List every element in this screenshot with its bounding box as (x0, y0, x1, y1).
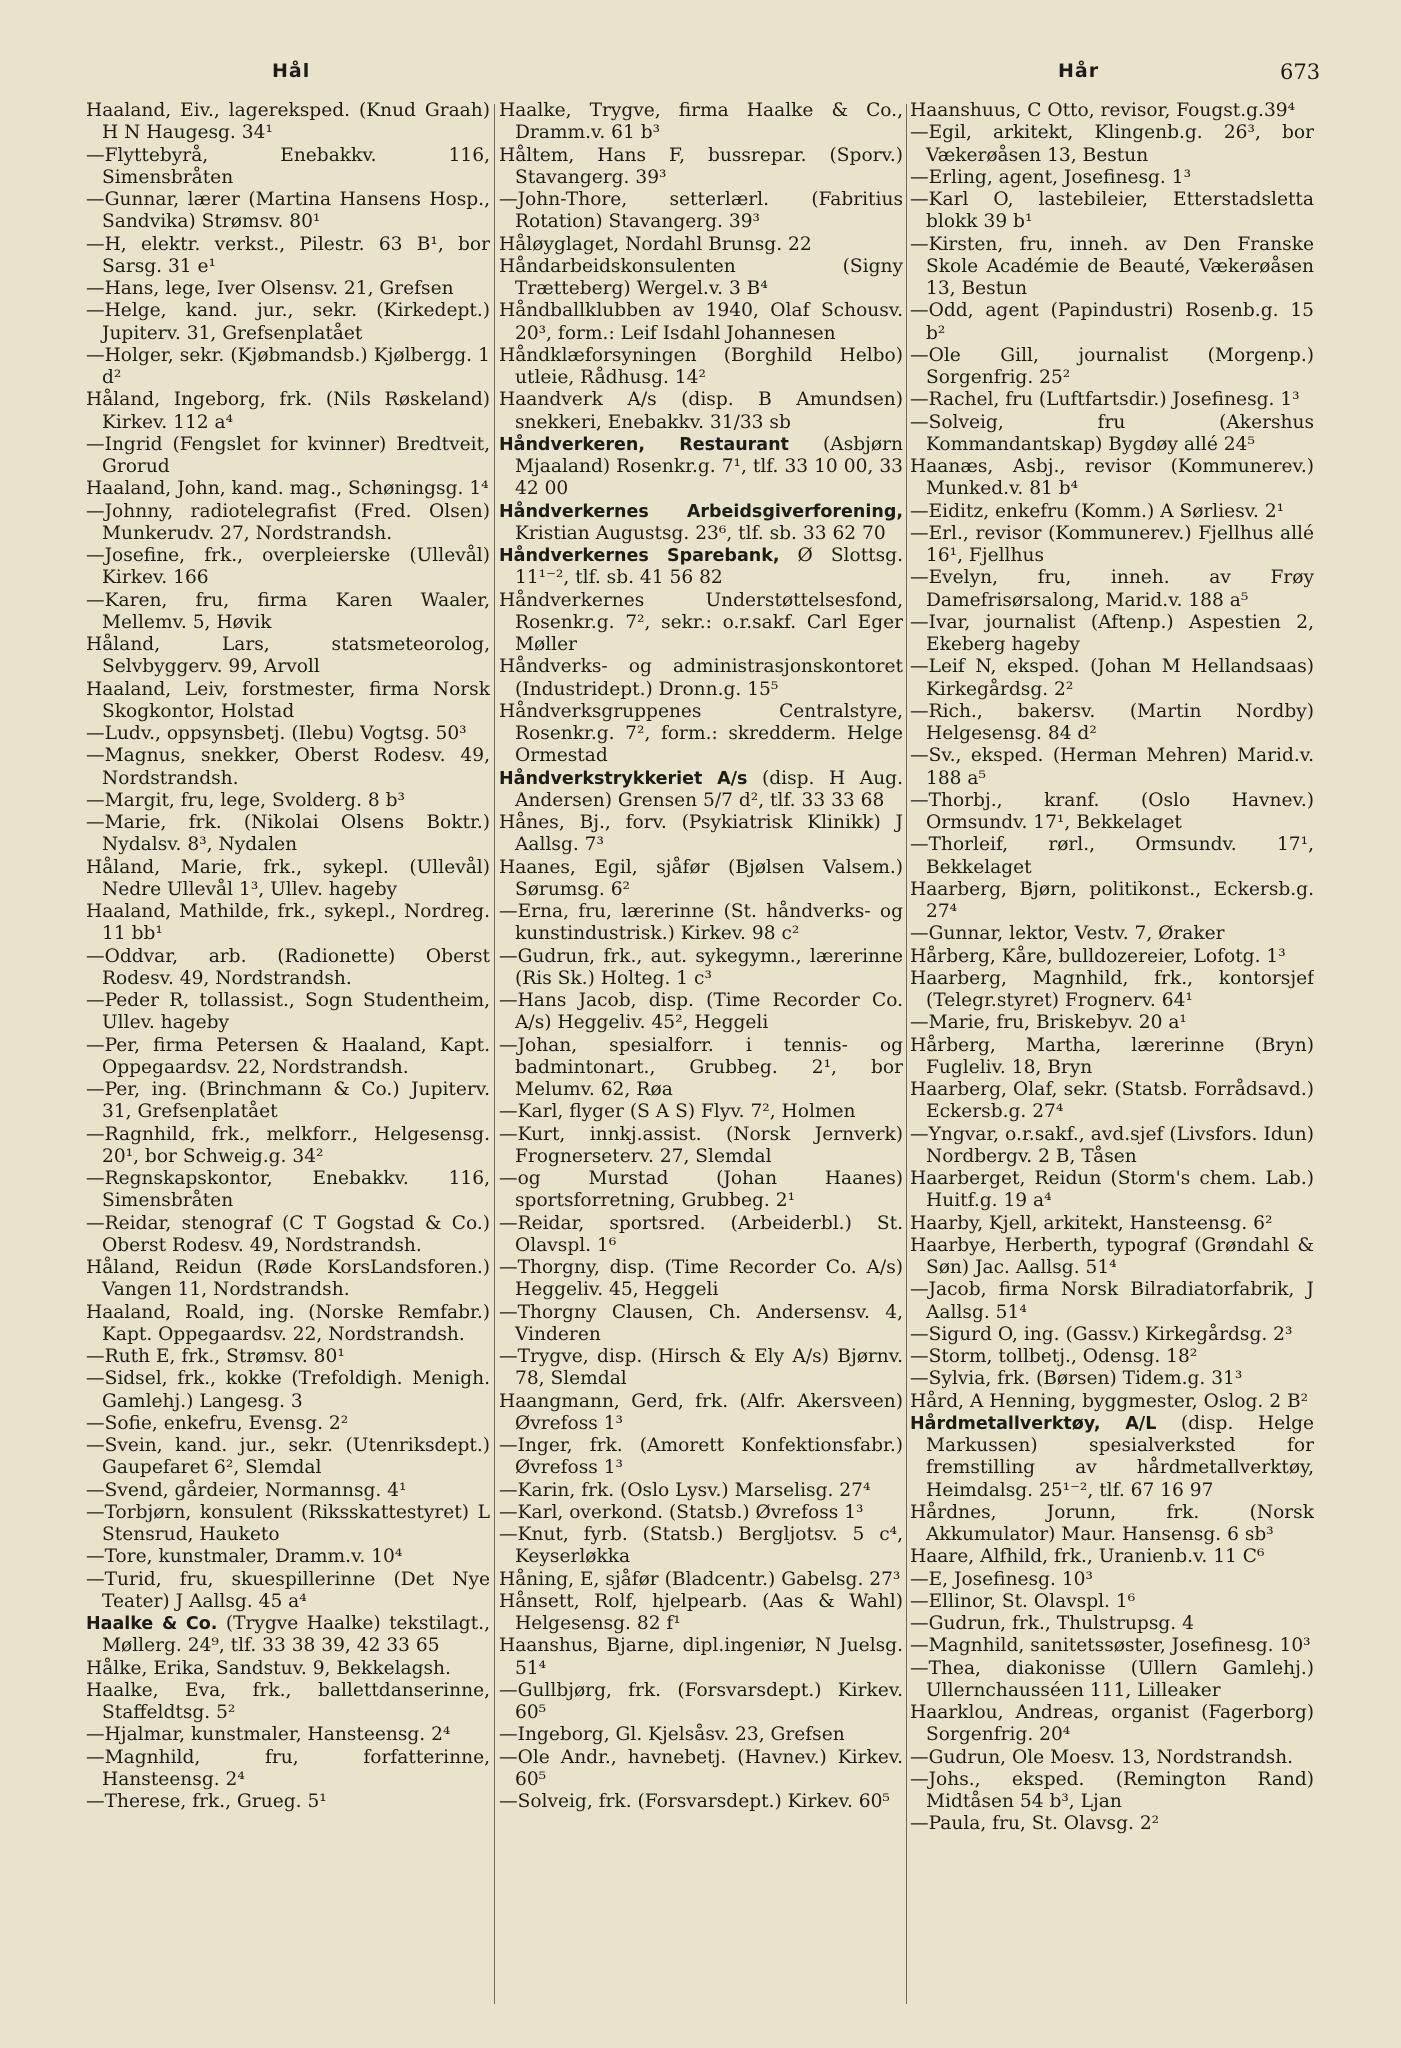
column-3 (910, 100, 1314, 2040)
header-right-keyword: Hår (1058, 60, 1100, 82)
entry-text: (Trygve Haalke) tekstilagt., Møllerg. 24⁹, tlf. 33 38 39, 42 33 65 (102, 1613, 490, 1657)
entry-bold-name: Håndverkernes Arbeidsgiverforening, (499, 501, 903, 522)
directory-entry (86, 1658, 490, 1680)
directory-entry (86, 478, 490, 500)
directory-entry (910, 1124, 1314, 1169)
entry-text: Haaland, John, kand. mag., Schøningsg. 1⁴ (86, 478, 489, 500)
entry-text: —Odd, agent (Papindustri) Rosenb.g. 15 b² (910, 300, 1314, 344)
entry-text: —Ludv., oppsynsbetj. (Ilebu) Vogtsg. 50³ (86, 723, 467, 744)
entry-text: —Johs., eksped. (Remington Rand) Midtåsen 54 b³, Ljan (910, 1768, 1314, 1812)
directory-entry (499, 545, 903, 590)
entry-text: Hånes, Bj., forv. (Psykiatrisk Klinikk) J Aallsg. 7³ (499, 812, 903, 856)
directory-entry (910, 745, 1314, 790)
page-number: 673 (1280, 60, 1321, 84)
entry-text: Haarberg, Bjørn, politikonst., Eckersb.g. 27⁴ (910, 878, 1314, 922)
directory-entry (910, 1658, 1314, 1703)
entry-text: Haarberg, Magnhild, frk., kontorsjef (Telegr.styret) Frognerv. 64¹ (910, 967, 1314, 1011)
directory-entry (910, 1213, 1314, 1235)
entry-text: —Gullbjørg, frk. (Forsvarsdept.) Kirkev. 60⁵ (499, 1679, 903, 1723)
directory-entry (86, 1168, 490, 1213)
entry-text: Håndverkernes Understøttelsesfond, Rosenkr.g. 7², sekr.: o.r.sakf. Carl Eger Møller (499, 589, 903, 655)
entry-text: Hålke, Erika, Sandstuv. 9, Bekkelagsh. (86, 1657, 451, 1679)
directory-entry (499, 812, 903, 857)
entry-text: —Kurt, innkj.assist. (Norsk Jernverk) Frognerseterv. 27, Slemdal (499, 1123, 903, 1167)
directory-entry (86, 1124, 490, 1169)
directory-entry (86, 345, 490, 390)
entry-text: —Ruth E, frk., Strømsv. 80¹ (86, 1346, 345, 1367)
entry-text: (Asbjørn Mjaaland) Rosenkr.g. 7¹, tlf. 33 10 00, 33 42 00 (515, 433, 903, 500)
entry-text: —Solveig, frk. (Forsvarsdept.) Kirkev. 60⁵ (499, 1791, 890, 1812)
directory-entry (86, 1257, 490, 1302)
directory-entry (499, 1480, 903, 1502)
entry-text: —Trygve, disp. (Hirsch & Ely A/s) Bjørnv. 78, Slemdal (499, 1346, 903, 1390)
entry-text: —Svend, gårdeier, Normannsg. 4¹ (86, 1479, 407, 1501)
entry-text: Ø Slottsg. 11¹⁻², tlf. sb. 41 56 82 (515, 545, 903, 589)
entry-text: Haangmann, Gerd, frk. (Alfr. Akersveen) Øvrefoss 1³ (499, 1390, 903, 1434)
entry-text: —Gunnar, lærer (Martina Hansens Hosp., Sandvika) Strømsv. 80¹ (86, 189, 490, 233)
directory-entry (86, 857, 490, 902)
directory-entry (910, 790, 1314, 835)
entry-text: —Solveig, fru (Akershus Kommandantskap) Bygdøy allé 24⁵ (910, 411, 1314, 455)
entry-text: (disp. H Aug. Andersen) Grensen 5/7 d², tlf. 33 33 68 (515, 767, 903, 811)
directory-entry (86, 1569, 490, 1614)
entry-text: —Therese, frk., Grueg. 5¹ (86, 1791, 327, 1812)
directory-entry (910, 923, 1314, 945)
entry-text: Haaland, Eiv., lagereksped. (Knud Graah) H N Haugesg. 34¹ (86, 100, 490, 144)
entry-text: Haanæs, Asbj., revisor (Kommunerev.) Munked.v. 81 b⁴ (910, 456, 1314, 500)
directory-entry (910, 968, 1314, 1013)
column-divider (906, 104, 907, 2004)
directory-entry (499, 1035, 903, 1102)
directory-entry (86, 1302, 490, 1347)
directory-entry (910, 122, 1314, 167)
directory-entry (86, 590, 490, 635)
directory-entry (86, 1035, 490, 1080)
directory-entry (499, 1435, 903, 1480)
directory-entry (910, 300, 1314, 345)
directory-entry (499, 300, 903, 345)
directory-entry (86, 723, 490, 745)
directory-entry (86, 634, 490, 679)
directory-entry (86, 278, 490, 300)
directory-entry (86, 679, 490, 724)
directory-entry (910, 234, 1314, 301)
entry-text: —Karl O, lastebileier, Etterstadsletta blokk 39 b¹ (910, 189, 1314, 233)
directory-entry (499, 434, 903, 501)
entry-text: Haalke, Eva, frk., ballettdanserinne, Staffeldtsg. 5² (86, 1679, 490, 1723)
entry-text: Haanshus, Bjarne, dipl.ingeniør, N Juelsg. 51⁴ (499, 1635, 903, 1679)
directory-entry (499, 1569, 903, 1591)
directory-entry (910, 389, 1314, 411)
directory-entry (499, 1680, 903, 1725)
directory-entry (499, 701, 903, 768)
entry-text: Håløyglaget, Nordahl Brunsg. 22 (499, 233, 812, 255)
directory-entry (499, 1168, 903, 1213)
entry-bold-name: Håndverkstrykkeriet A/s (499, 768, 748, 789)
directory-entry (499, 990, 903, 1035)
entry-text: —Thorleif, rørl., Ormsundv. 17¹, Bekkelaget (910, 834, 1314, 878)
entry-text: —Yngvar, o.r.sakf., avd.sjef (Livsfors. Idun) Nordbergv. 2 B, Tåsen (910, 1123, 1314, 1167)
directory-entry (910, 1413, 1314, 1502)
entry-bold-name: Haalke & Co. (86, 1614, 218, 1634)
entry-text: —Jacob, firma Norsk Bilradiatorfabrik, J Aallsg. 51⁴ (910, 1279, 1314, 1323)
directory-entry (86, 1747, 490, 1792)
entry-text: Håland, Reidun (Røde KorsLandsforen.) Vangen 11, Nordstrandsh. (86, 1257, 490, 1301)
directory-entry (499, 501, 903, 546)
directory-entry (910, 412, 1314, 457)
entry-text: —Sylvia, frk. (Børsen) Tidem.g. 31³ (910, 1368, 1243, 1390)
directory-entry (499, 1213, 903, 1258)
directory-entry (910, 1546, 1314, 1568)
entry-text: —Karin, frk. (Oslo Lysv.) Marselisg. 27⁴ (499, 1479, 871, 1501)
entry-text: —John-Thore, setterlærl. (Fabritius Rotation) Stavangerg. 39³ (499, 189, 903, 233)
directory-entry (86, 946, 490, 991)
entry-text: —Reidar, stenograf (C T Gogstad & Co.) Oberst Rodesv. 49, Nordstrandsh. (86, 1212, 490, 1256)
directory-entry (910, 1324, 1314, 1346)
entry-text: —Eiditz, enkefru (Komm.) A Sørliesv. 2¹ (910, 500, 1285, 522)
entry-text: Hårdnes, Jorunn, frk. (Norsk Akkumulator) Maur. Hansensg. 6 sb³ (910, 1501, 1314, 1545)
entry-text: —Sigurd O, ing. (Gassv.) Kirkegårdsg. 2³ (910, 1323, 1293, 1345)
directory-entry (910, 1569, 1314, 1591)
directory-entry (86, 1791, 490, 1813)
entry-text: —Magnhild, sanitetssøster, Josefinesg. 10³ (910, 1635, 1311, 1657)
directory-entry (499, 946, 903, 991)
entry-text: Hårberg, Martha, lærerinne (Bryn) Fugleliv. 18, Bryn (910, 1034, 1314, 1078)
entry-text: Håndballklubben av 1940, Olaf Schousv. 20³, form.: Leif Isdahl Johannesen (499, 300, 903, 344)
directory-entry (499, 1257, 903, 1302)
directory-entry (499, 1591, 903, 1636)
directory-entry (910, 612, 1314, 657)
column-2 (499, 100, 903, 2040)
directory-entry (499, 857, 903, 902)
directory-entry (86, 1346, 490, 1368)
entry-text: Hård, A Henning, byggmester, Oslog. 2 B² (910, 1390, 1309, 1412)
directory-entry (910, 1613, 1314, 1635)
entry-text: —Gudrun, frk., aut. sykegymn., lærerinne (Ris Sk.) Holteg. 1 c³ (499, 945, 903, 989)
entry-text: —Karl, overkond. (Statsb.) Øvrefoss 1³ (499, 1501, 864, 1523)
directory-entry (499, 345, 903, 390)
directory-entry (86, 1546, 490, 1568)
entry-text: —Turid, fru, skuespillerinne (Det Nye Teater) J Aallsg. 45 a⁴ (86, 1568, 490, 1612)
directory-entry (499, 656, 903, 701)
entry-text: —Thea, diakonisse (Ullern Gamlehj.) Ullernchausséen 111, Lilleaker (910, 1657, 1314, 1701)
directory-entry (910, 1079, 1314, 1124)
entry-text: —Ingeborg, Gl. Kjelsåsv. 23, Grefsen (499, 1724, 845, 1746)
entry-text: —Egil, arkitekt, Klingenb.g. 26³, bor Vækerøåsen 13, Bestun (910, 122, 1314, 166)
directory-entry (499, 389, 903, 434)
directory-entry (499, 1747, 903, 1792)
directory-entry (910, 1747, 1314, 1769)
directory-entry (499, 1302, 903, 1347)
directory-entry (86, 1435, 490, 1480)
entry-text: —Erl., revisor (Kommunerev.) Fjellhus allé 16¹, Fjellhus (910, 522, 1314, 566)
directory-entry (86, 189, 490, 234)
directory-entry (910, 1235, 1314, 1280)
entry-text: —Josefine, frk., overpleierske (Ullevål) Kirkev. 166 (86, 545, 490, 589)
directory-entry (86, 1213, 490, 1258)
entry-text: Haandverk A/s (disp. B Amundsen) snekkeri, Enebakkv. 31/33 sb (499, 389, 903, 433)
entry-text: —Marie, fru, Briskebyv. 20 a¹ (910, 1012, 1187, 1034)
directory-entry (910, 1168, 1314, 1213)
entry-text: —Erna, fru, lærerinne (St. håndverks- og kunstindustrisk.) Kirkev. 98 c² (499, 901, 903, 945)
entry-text: —Hans Jacob, disp. (Time Recorder Co. A/s) Heggeliv. 45², Heggeli (499, 990, 903, 1034)
entry-text: —Thorgny, disp. (Time Recorder Co. A/s) Heggeliv. 45, Heggeli (499, 1257, 903, 1301)
entry-text: —Svein, kand. jur., sekr. (Utenriksdept.) Gaupefaret 6², Slemdal (86, 1435, 490, 1479)
entry-text: —Leif N, eksped. (Johan M Hellandsaas) Kirkegårdsg. 2² (910, 656, 1314, 700)
entry-text: —Tore, kunstmaler, Dramm.v. 10⁴ (86, 1546, 403, 1568)
directory-entry (86, 545, 490, 590)
directory-entry (86, 1079, 490, 1124)
entry-text: —Peder R, tollassist., Sogn Studentheim, Ullev. hageby (86, 990, 490, 1034)
directory-entry (86, 434, 490, 479)
directory-entry (86, 1613, 490, 1658)
directory-entry (499, 256, 903, 301)
directory-entry (910, 1591, 1314, 1613)
entry-text: —Johnny, radiotelegrafist (Fred. Olsen) Munkerudv. 27, Nordstrandsh. (86, 500, 490, 544)
directory-entry (86, 389, 490, 434)
directory-entry (86, 1413, 490, 1435)
entry-text: —Gudrun, frk., Thulstrupsg. 4 (910, 1613, 1194, 1634)
entry-bold-name: Håndverkeren, Restaurant (499, 434, 789, 455)
entry-text: —Rachel, fru (Luftfartsdir.) Josefinesg. 1³ (910, 389, 1300, 411)
entry-text: —Per, firma Petersen & Haaland, Kapt. Oppegaardsv. 22, Nordstrandsh. (86, 1034, 490, 1078)
entry-text: —E, Josefinesg. 10³ (910, 1568, 1093, 1590)
directory-entry (499, 145, 903, 190)
directory-entry (910, 1279, 1314, 1324)
directory-entry (86, 501, 490, 546)
directory-entry (86, 990, 490, 1035)
directory-entry (86, 1368, 490, 1413)
directory-entry (86, 1724, 490, 1746)
entry-bold-name: Hårdmetallverktøy, A/L (910, 1413, 1157, 1434)
directory-entry (499, 1524, 903, 1569)
directory-entry (499, 901, 903, 946)
directory-entry (86, 300, 490, 345)
directory-entry (910, 189, 1314, 234)
directory-entry (910, 656, 1314, 701)
directory-entry (86, 145, 490, 190)
entry-text: —Marie, frk. (Nikolai Olsens Boktr.) Nydalsv. 8³, Nydalen (86, 812, 490, 856)
directory-entry (910, 946, 1314, 968)
entry-text: Haaland, Mathilde, frk., sykepl., Nordreg. 11 bb¹ (86, 901, 490, 945)
directory-entry (86, 812, 490, 857)
directory-entry (499, 1101, 903, 1123)
entry-text: —Hans, lege, Iver Olsensv. 21, Grefsen (86, 278, 454, 299)
entry-text: —Flyttebyrå, Enebakkv. 116, Simensbråten (86, 144, 490, 188)
directory-entry (86, 1680, 490, 1725)
entry-text: Håltem, Hans F, bussrepar. (Sporv.) Stavangerg. 39³ (499, 144, 903, 188)
entry-text: —Per, ing. (Brinchmann & Co.) Jupiterv. 31, Grefsenplatået (86, 1079, 490, 1123)
entry-text: —Storm, tollbetj., Odensg. 18² (910, 1346, 1198, 1367)
directory-entry (910, 501, 1314, 523)
entry-text: —Johan, spesialforr. i tennis- og badmintonart., Grubbeg. 2¹, bor Melumv. 62, Røa (499, 1034, 903, 1100)
entry-text: —Karen, fru, firma Karen Waaler, Mellemv. 5, Høvik (86, 589, 490, 633)
entry-text: —Magnus, snekker, Oberst Rodesv. 49, Nordstrandsh. (86, 745, 490, 789)
directory-entry (499, 100, 903, 145)
entry-text: —Torbjørn, konsulent (Riksskattestyret) L Stensrud, Hauketo (86, 1501, 490, 1545)
column-1 (86, 100, 490, 2040)
directory-entry (910, 879, 1314, 924)
entry-text: —Ingrid (Fengslet for kvinner) Bredtveit, Grorud (86, 433, 490, 477)
directory-entry (86, 234, 490, 279)
entry-text: Haaland, Roald, ing. (Norske Remfabr.) Kapt. Oppegaardsv. 22, Nordstrandsh. (86, 1301, 490, 1345)
entry-text: Haalke, Trygve, firma Haalke & Co., Dramm.v. 61 b³ (499, 100, 903, 144)
directory-entry (910, 100, 1314, 122)
entry-text: —Oddvar, arb. (Radionette) Oberst Rodesv. 49, Nordstrandsh. (86, 945, 490, 989)
entry-text: —Karl, flyger (S A S) Flyv. 7², Holmen (499, 1101, 856, 1123)
entry-text: Håland, Lars, statsmeteorolog, Selvbyggerv. 99, Arvoll (86, 634, 490, 678)
directory-entry (910, 167, 1314, 189)
entry-text: Håndarbeidskonsulenten (Signy Trætteberg) Wergel.v. 3 B⁴ (499, 255, 903, 299)
directory-entry (910, 567, 1314, 612)
directory-entry (86, 100, 490, 145)
entry-text: Kristian Augustsg. 23⁶, tlf. sb. 33 62 70 (515, 522, 886, 544)
entry-text: (disp. Helge Markussen) spesialverksted for fremstilling av hårdmetallverktøy, Heimdalsg. 25¹⁻², tlf. 67 16 97 (926, 1412, 1314, 1501)
directory-entry (910, 1502, 1314, 1547)
entry-text: —H, elektr. verkst., Pilestr. 63 B¹, bor Sarsg. 31 e¹ (86, 233, 490, 277)
entry-text: —Ragnhild, frk., melkforr., Helgesensg. 20¹, bor Schweig.g. 34² (86, 1123, 490, 1167)
directory-entry (910, 1635, 1314, 1657)
entry-text: Haaland, Leiv, forstmester, firma Norsk Skogkontor, Holstad (86, 678, 490, 722)
entry-text: —Paula, fru, St. Olavsg. 2² (910, 1813, 1160, 1835)
directory-entry (910, 523, 1314, 568)
directory-entry (499, 234, 903, 256)
directory-entry (86, 1480, 490, 1502)
directory-entry (910, 1035, 1314, 1080)
entry-text: —Sv., eksped. (Herman Mehren) Marid.v. 188 a⁵ (910, 745, 1314, 789)
entry-text: —Helge, kand. jur., sekr. (Kirkedept.) Jupiterv. 31, Grefsenplatået (86, 300, 490, 344)
entry-text: Haare, Alfhild, frk., Uranienb.v. 11 C⁶ (910, 1546, 1265, 1568)
entry-text: —Evelyn, fru, inneh. av Frøy Damefrisørsalong, Marid.v. 188 a⁵ (910, 567, 1314, 611)
directory-entry (86, 745, 490, 790)
directory-entry (499, 189, 903, 234)
entry-text: —Reidar, sportsred. (Arbeiderbl.) St. Olavspl. 1⁶ (499, 1212, 903, 1256)
column-divider (494, 104, 495, 2004)
entry-text: —Gudrun, Ole Moesv. 13, Nordstrandsh. (910, 1746, 1294, 1768)
entry-text: Håndverksgruppenes Centralstyre, Rosenkr.g. 7², form.: skredderm. Helge Ormestad (499, 700, 903, 767)
directory-entry (86, 790, 490, 812)
directory-entry (86, 1502, 490, 1547)
directory-entry (499, 768, 903, 813)
directory-entry (910, 1346, 1314, 1368)
entry-text: —Ole Gill, journalist (Morgenp.) Sorgenfrig. 25² (910, 344, 1314, 388)
directory-entry (910, 1368, 1314, 1390)
entry-text: —Hjalmar, kunstmaler, Hansteensg. 2⁴ (86, 1724, 451, 1746)
entry-text: Håland, Marie, frk., sykepl. (Ullevål) Nedre Ullevål 1³, Ullev. hageby (86, 856, 490, 900)
directory-entry (499, 1502, 903, 1524)
entry-text: —Kirsten, fru, inneh. av Den Franske Skole Académie de Beauté, Vækerøåsen 13, Bestun (910, 233, 1314, 299)
entry-text: —Regnskapskontor, Enebakkv. 116, Simensbråten (86, 1168, 490, 1212)
directory-entry (910, 345, 1314, 390)
entry-text: —Ivar, journalist (Aftenp.) Aspestien 2, Ekeberg hageby (910, 611, 1314, 655)
entry-text: —Holger, sekr. (Kjøbmandsb.) Kjølbergg. 1 d² (86, 344, 490, 388)
entry-text: Håning, E, sjåfør (Bladcentr.) Gabelsg. 27³ (499, 1568, 901, 1590)
entry-text: —Ole Andr., havnebetj. (Havnev.) Kirkev. 60⁵ (499, 1746, 903, 1790)
entry-text: Haanshuus, C Otto, revisor, Fougst.g.39⁴ (910, 100, 1296, 121)
entry-text: —Inger, frk. (Amorett Konfektionsfabr.) Øvrefoss 1³ (499, 1435, 903, 1479)
entry-text: Haarberg, Olaf, sekr. (Statsb. Forrådsavd.) Eckersb.g. 27⁴ (910, 1079, 1314, 1123)
directory-entry (86, 901, 490, 946)
entry-text: Haarbye, Herberth, typograf (Grøndahl & Søn) Jac. Aallsg. 51⁴ (910, 1234, 1314, 1278)
entry-text: —Ellinor, St. Olavspl. 1⁶ (910, 1590, 1136, 1612)
header-left-keyword: Hål (272, 60, 311, 82)
entry-text: —Thorbj., kranf. (Oslo Havnev.) Ormsundv. 17¹, Bekkelaget (910, 789, 1314, 833)
directory-entry (910, 1769, 1314, 1814)
entry-text: —Sofie, enkefru, Evensg. 2² (86, 1412, 349, 1434)
entry-text: —og Murstad (Johan Haanes) sportsforretning, Grubbeg. 2¹ (499, 1168, 903, 1212)
entry-text: —Magnhild, fru, forfatterinne, Hansteensg. 2⁴ (86, 1746, 490, 1790)
directory-entry (499, 1391, 903, 1436)
entry-text: Haarberget, Reidun (Storm's chem. Lab.) Huitf.g. 19 a⁴ (910, 1168, 1314, 1212)
entry-text: Haanes, Egil, sjåfør (Bjølsen Valsem.) Sørumsg. 6² (499, 856, 903, 900)
page-header (0, 56, 1401, 90)
directory-entry (499, 1791, 903, 1813)
directory-entry (910, 701, 1314, 746)
directory-entry (910, 1702, 1314, 1747)
entry-text: —Thorgny Clausen, Ch. Andersensv. 4, Vinderen (499, 1301, 903, 1345)
entry-text: Håland, Ingeborg, frk. (Nils Røskeland) Kirkev. 112 a⁴ (86, 389, 490, 433)
entry-text: Hånsett, Rolf, hjelpearb. (Aas & Wahl) Helgesensg. 82 f¹ (499, 1590, 903, 1634)
directory-entry (910, 1391, 1314, 1413)
directory-entry (910, 456, 1314, 501)
directory-entry (910, 834, 1314, 879)
entry-text: —Margit, fru, lege, Svolderg. 8 b³ (86, 789, 405, 811)
directory-entry (499, 1124, 903, 1169)
entry-text: —Sidsel, frk., kokke (Trefoldigh. Menigh. Gamlehj.) Langesg. 3 (86, 1368, 490, 1412)
directory-entry (499, 1724, 903, 1746)
entry-text: —Erling, agent, Josefinesg. 1³ (910, 166, 1192, 188)
directory-entry (910, 1813, 1314, 1835)
entry-text: Hårberg, Kåre, bulldozereier, Lofotg. 1³ (910, 945, 1286, 967)
entry-text: Haarklou, Andreas, organist (Fagerborg) Sorgenfrig. 20⁴ (910, 1702, 1314, 1746)
entry-text: Håndverks- og administrasjonskontoret (Industridept.) Dronn.g. 15⁵ (499, 656, 903, 700)
directory-entry (499, 590, 903, 657)
entry-text: —Rich., bakersv. (Martin Nordby) Helgesensg. 84 d² (910, 700, 1314, 744)
directory-entry (499, 1346, 903, 1391)
entry-text: Haarby, Kjell, arkitekt, Hansteensg. 6² (910, 1212, 1273, 1234)
entry-text: —Gunnar, lektor, Vestv. 7, Øraker (910, 923, 1225, 945)
entry-bold-name: Håndverkernes Sparebank, (499, 546, 780, 566)
entry-text: Håndklæforsyningen (Borghild Helbo) utleie, Rådhusg. 14² (499, 344, 903, 388)
directory-entry (910, 1012, 1314, 1034)
directory-entry (499, 1635, 903, 1680)
entry-text: —Knut, fyrb. (Statsb.) Bergljotsv. 5 c⁴, Keyserløkka (499, 1524, 903, 1568)
